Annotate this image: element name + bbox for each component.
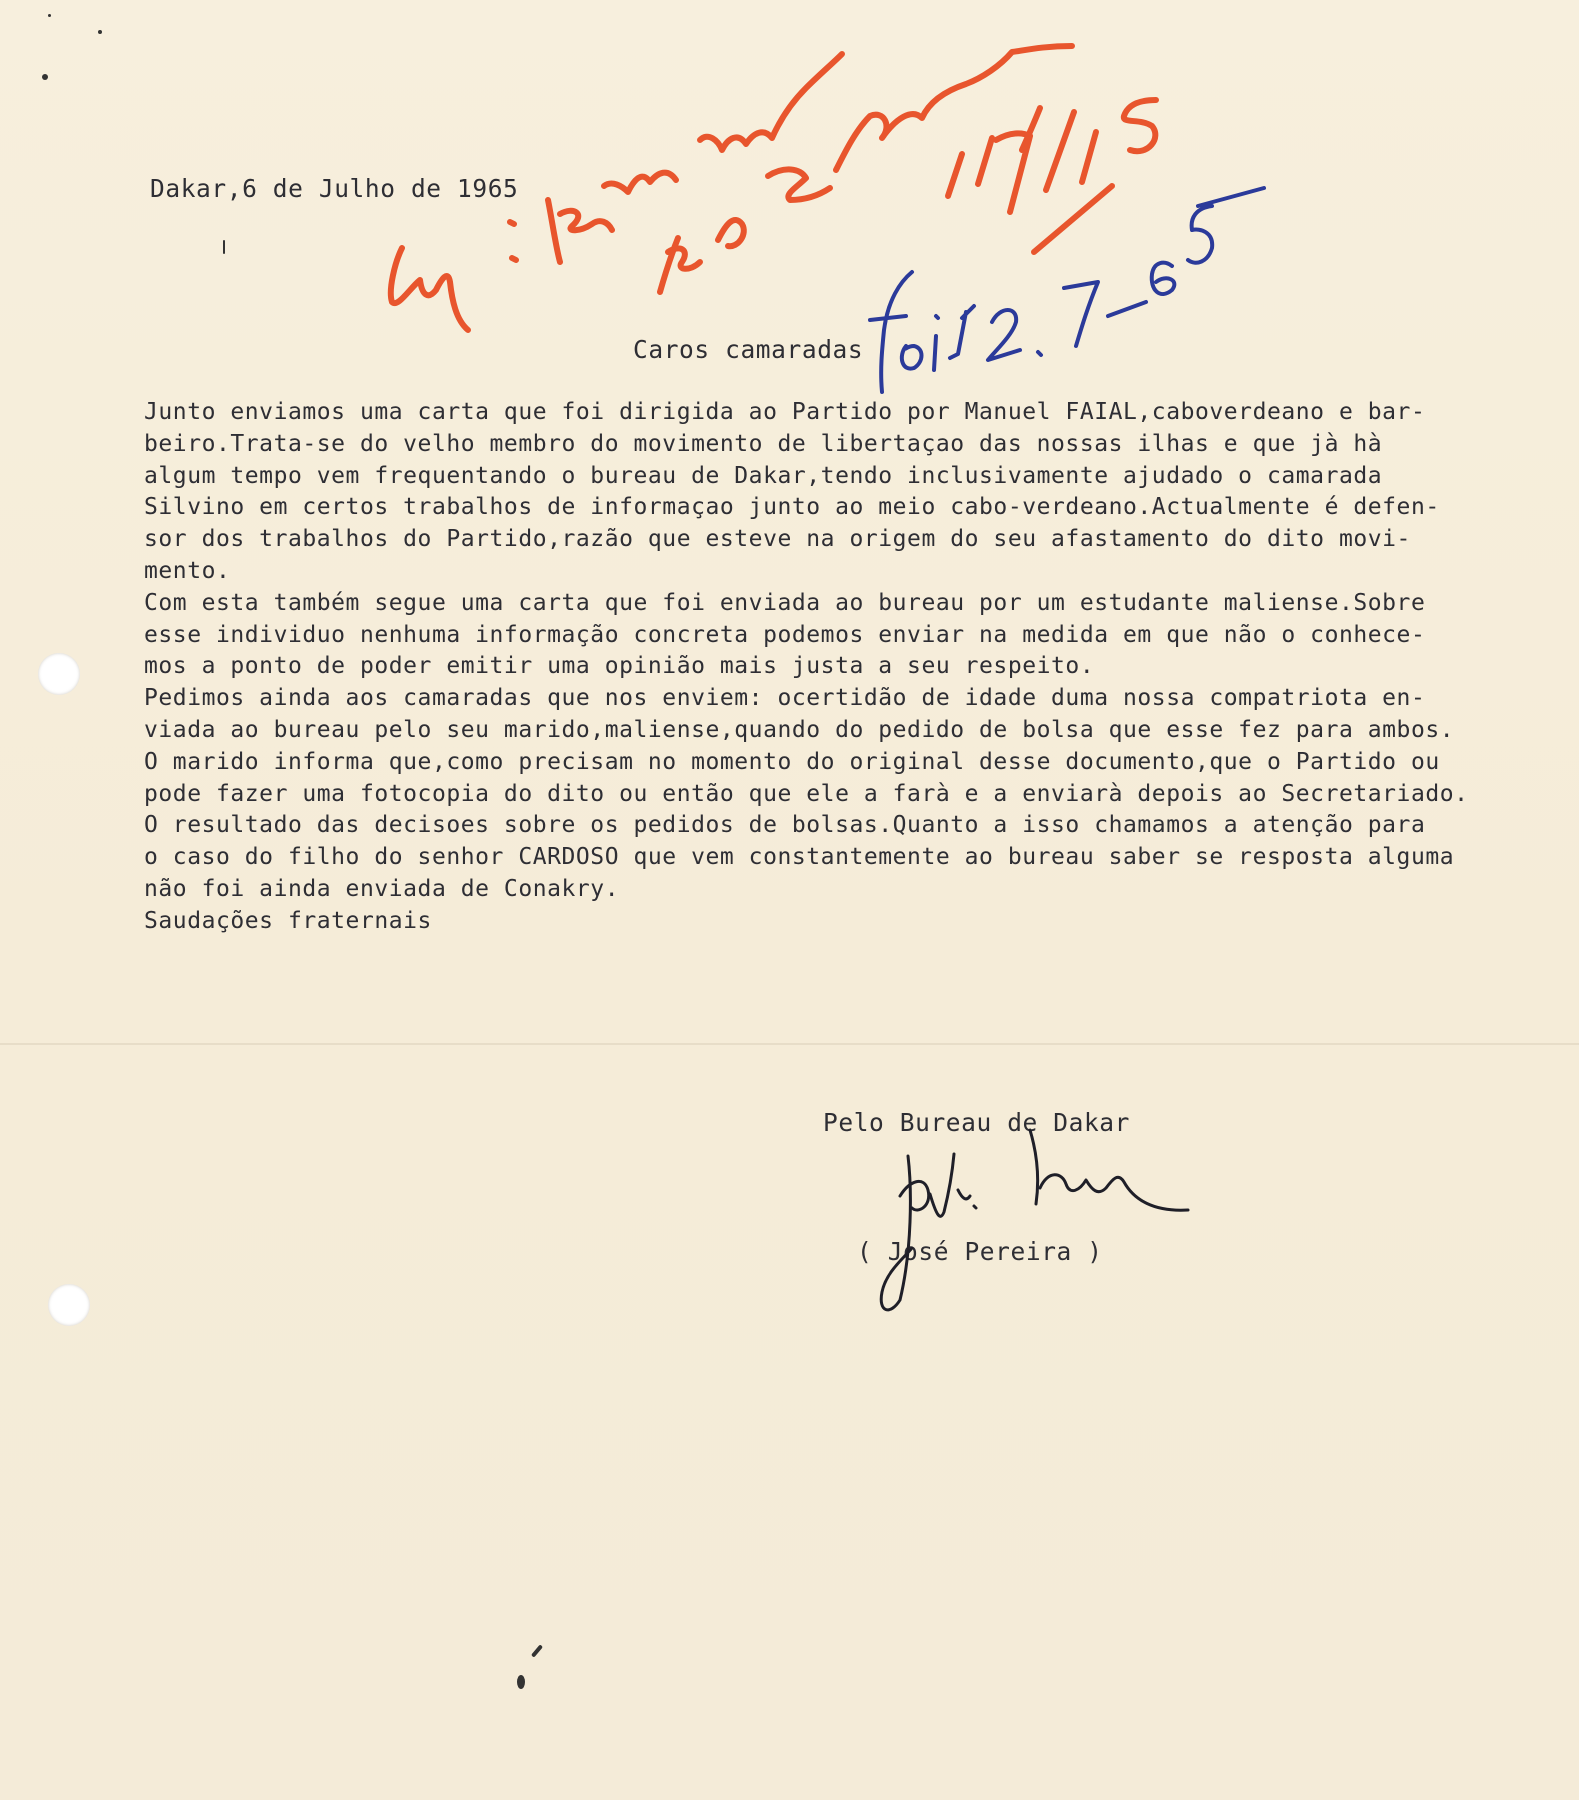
body-line: Saudações fraternais <box>144 907 432 934</box>
date-line: Dakar,6 de Julho de 1965 <box>150 174 519 203</box>
ink-speck <box>42 74 48 80</box>
punch-hole-top <box>38 653 80 695</box>
letter-body <box>144 397 1574 938</box>
body-line: Pedimos ainda aos camaradas que nos enviem: ocertidão de idade duma nossa compatriota en- <box>144 685 1426 712</box>
salutation: Caros camaradas <box>633 335 864 364</box>
paper-fold-line <box>0 1043 1579 1045</box>
ink-speck <box>48 14 51 17</box>
ink-speck <box>223 240 225 254</box>
body-line: esse individuo nenhuma informação concreta podemos enviar na medida em que não o conhece- <box>144 621 1426 648</box>
body-line: Com esta também segue uma carta que foi enviada ao bureau por um estudante maliense.Sobre <box>144 589 1426 616</box>
body-line: beiro.Trata-se do velho membro do movimento de libertaçao das nossas ilhas e que jà hà <box>144 430 1383 457</box>
body-line: viada ao bureau pelo seu marido,maliense,quando do pedido de bolsa que esse fez para ambos. <box>144 716 1455 743</box>
body-line: mento. <box>144 557 231 584</box>
body-line: Silvino em certos trabalhos de informaçao junto ao meio cabo-verdeano.Actualmente é defen- <box>144 494 1440 521</box>
closing-line: Pelo Bureau de Dakar <box>823 1108 1131 1137</box>
punch-hole-bottom <box>48 1284 90 1326</box>
body-line: Junto enviamos uma carta que foi dirigida ao Partido por Manuel FAIAL,caboverdeano e bar- <box>144 399 1426 425</box>
ink-speck <box>98 30 102 34</box>
body-line: pode fazer uma fotocopia do dito ou então que ele a farà e a enviarà depois ao Secretariado. <box>144 780 1469 807</box>
signer-name: ( José Pereira ) <box>857 1237 1103 1266</box>
body-line: O resultado das decisoes sobre os pedidos de bolsas.Quanto a isso chamamos a atenção para <box>144 812 1426 839</box>
ink-speck <box>517 1675 525 1689</box>
body-line: não foi ainda enviada de Conakry. <box>144 875 620 902</box>
body-line: sor dos trabalhos do Partido,razão que esteve na origem do seu afastamento do dito movi- <box>144 526 1411 553</box>
body-line: mos a ponto de poder emitir uma opinião mais justa a seu respeito. <box>144 653 1095 680</box>
body-line: algum tempo vem frequentando o bureau de Dakar,tendo inclusivamente ajudado o camarada <box>144 462 1383 489</box>
body-line: o caso do filho do senhor CARDOSO que vem constantemente ao bureau saber se resposta alguma <box>144 844 1455 871</box>
body-line: O marido informa que,como precisam no momento do original desse documento,que o Partido ou <box>144 748 1440 775</box>
